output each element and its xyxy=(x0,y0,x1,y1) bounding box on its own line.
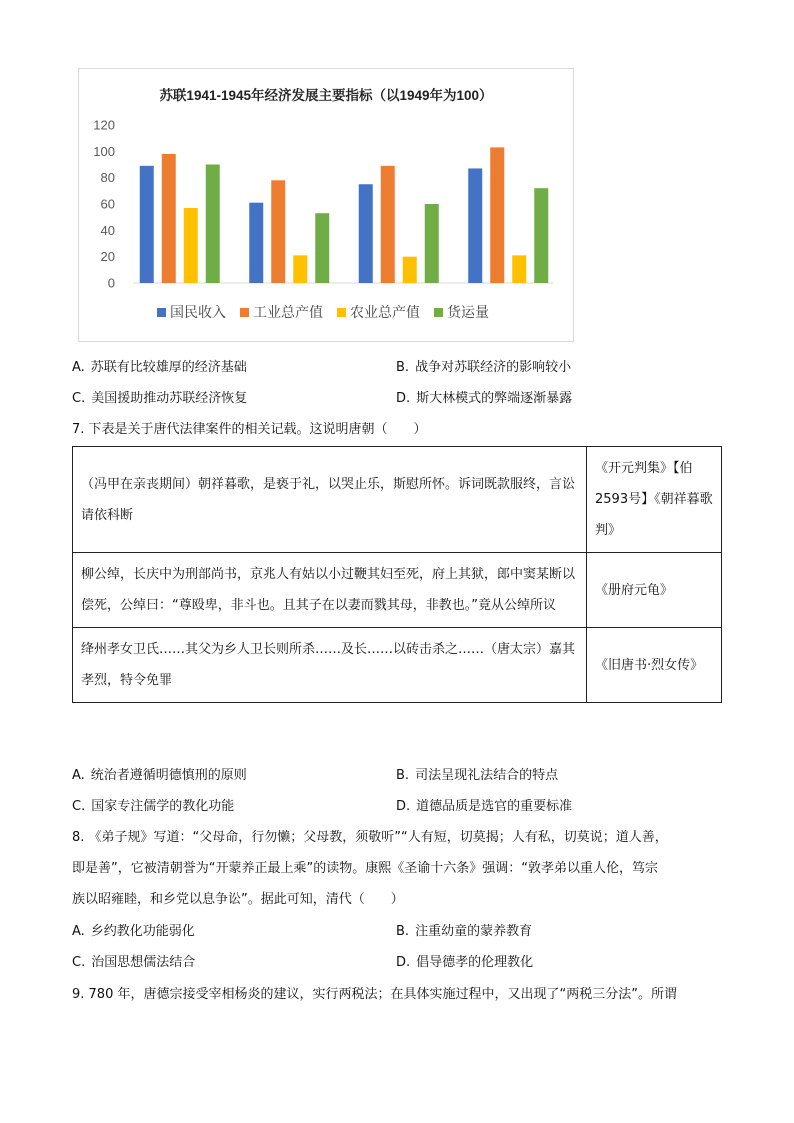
q8-stem-line-2: 即是善”，它被清朝誉为“开蒙养正最上乘”的读物。康熙《圣谕十六条》强调：“敦孝弟以重人伦，笃宗 xyxy=(72,861,658,876)
bar xyxy=(271,180,285,283)
chart-svg xyxy=(79,69,573,341)
q7-option-c[interactable]: C. 国家专注儒学的教化功能 xyxy=(72,799,235,814)
bar xyxy=(162,154,176,283)
q7-option-d[interactable]: D. 道德品质是选官的重要标准 xyxy=(396,799,573,814)
bar xyxy=(206,165,220,284)
legend-swatch xyxy=(157,308,166,317)
legend-swatch xyxy=(434,308,443,317)
bar xyxy=(403,257,417,283)
table-row xyxy=(73,553,722,628)
legend-swatch xyxy=(337,308,346,317)
bar xyxy=(425,204,439,283)
q6-option-a[interactable]: A. 苏联有比较雄厚的经济基础 xyxy=(72,360,247,375)
chart-title: 苏联1941-1945年经济发展主要指标（以1949年为100） xyxy=(159,88,493,103)
y-tick-label: 80 xyxy=(100,170,115,186)
bar xyxy=(468,168,482,283)
y-tick-label: 100 xyxy=(93,143,115,159)
bar xyxy=(140,166,154,283)
q8-option-b[interactable]: B. 注重幼童的蒙养教育 xyxy=(396,924,533,939)
q6-option-d[interactable]: D. 斯大林模式的弊端逐渐暴露 xyxy=(396,391,573,406)
q8-option-a[interactable]: A. 乡约教化功能弱化 xyxy=(72,924,195,939)
bar xyxy=(381,166,395,283)
q8-stem-line-3: 族以昭雍睦，和乡党以息争讼”。据此可知，清代（ ） xyxy=(72,892,404,907)
bar xyxy=(249,203,263,283)
case-source: 《册府元龟》 xyxy=(587,553,722,628)
legend-swatch xyxy=(240,308,249,317)
bar xyxy=(534,188,548,283)
y-tick-label: 60 xyxy=(100,196,115,212)
case-source: 《旧唐书·烈女传》 xyxy=(587,628,722,703)
case-text: （冯甲在亲丧期间）朝祥暮歌，是亵于礼，以哭止乐，斯慰所怀。诉词既款服终，言讼请依科断 xyxy=(73,447,587,553)
legend-label: 工业总产值 xyxy=(253,304,323,320)
bar xyxy=(293,255,307,283)
q8-option-c[interactable]: C. 治国思想儒法结合 xyxy=(72,955,196,970)
bar xyxy=(359,184,373,283)
q6-option-c[interactable]: C. 美国援助推动苏联经济恢复 xyxy=(72,391,248,406)
y-tick-label: 20 xyxy=(100,249,115,265)
case-text: 柳公绰，长庆中为刑部尚书，京兆人有姑以小过鞭其妇至死，府上其狱，郎中窦某断以偿死，公绰曰：“尊殴卑，非斗也。且其子在以妻而戮其母，非教也。”竟从公绰所议 xyxy=(73,553,587,628)
bar xyxy=(490,147,504,283)
legend-label: 货运量 xyxy=(447,304,489,320)
q7-case-table xyxy=(72,446,722,703)
legend-label: 国民收入 xyxy=(170,304,226,320)
y-tick-label: 40 xyxy=(100,222,115,238)
bar xyxy=(315,213,329,283)
q7-option-b[interactable]: B. 司法呈现礼法结合的特点 xyxy=(396,768,559,783)
case-source: 《开元判集》【伯2593号】《朝祥暮歌判》 xyxy=(587,447,722,553)
bar xyxy=(184,208,198,283)
y-tick-label: 0 xyxy=(107,275,115,291)
q7-stem: 7. 下表是关于唐代法律案件的相关记载。这说明唐朝（ ） xyxy=(72,422,427,437)
q9-stem-line-1: 9. 780 年，唐德宗接受宰相杨炎的建议，实行两税法；在具体实施过程中，又出现了“两税三分法”。所谓 xyxy=(72,987,677,1002)
y-tick-label: 120 xyxy=(93,117,115,133)
q7-option-a[interactable]: A. 统治者遵循明德慎刑的原则 xyxy=(72,768,247,783)
table-row xyxy=(73,447,722,553)
q6-option-b[interactable]: B. 战争对苏联经济的影响较小 xyxy=(396,360,572,375)
case-text: 绛州孝女卫氏……其父为乡人卫长则所杀……及长……以砖击杀之……（唐太宗）嘉其孝烈，特令免罪 xyxy=(73,628,587,703)
legend-label: 农业总产值 xyxy=(350,304,420,320)
q8-stem-line-1: 8. 《弟子规》写道：“父母命，行勿懒；父母教，须敬听”“人有短，切莫揭；人有私，切莫说；道人善， xyxy=(72,830,668,845)
q8-option-d[interactable]: D. 倡导德孝的伦理教化 xyxy=(396,955,534,970)
economic-indicators-chart xyxy=(78,68,574,342)
table-row xyxy=(73,628,722,703)
bar xyxy=(512,255,526,283)
